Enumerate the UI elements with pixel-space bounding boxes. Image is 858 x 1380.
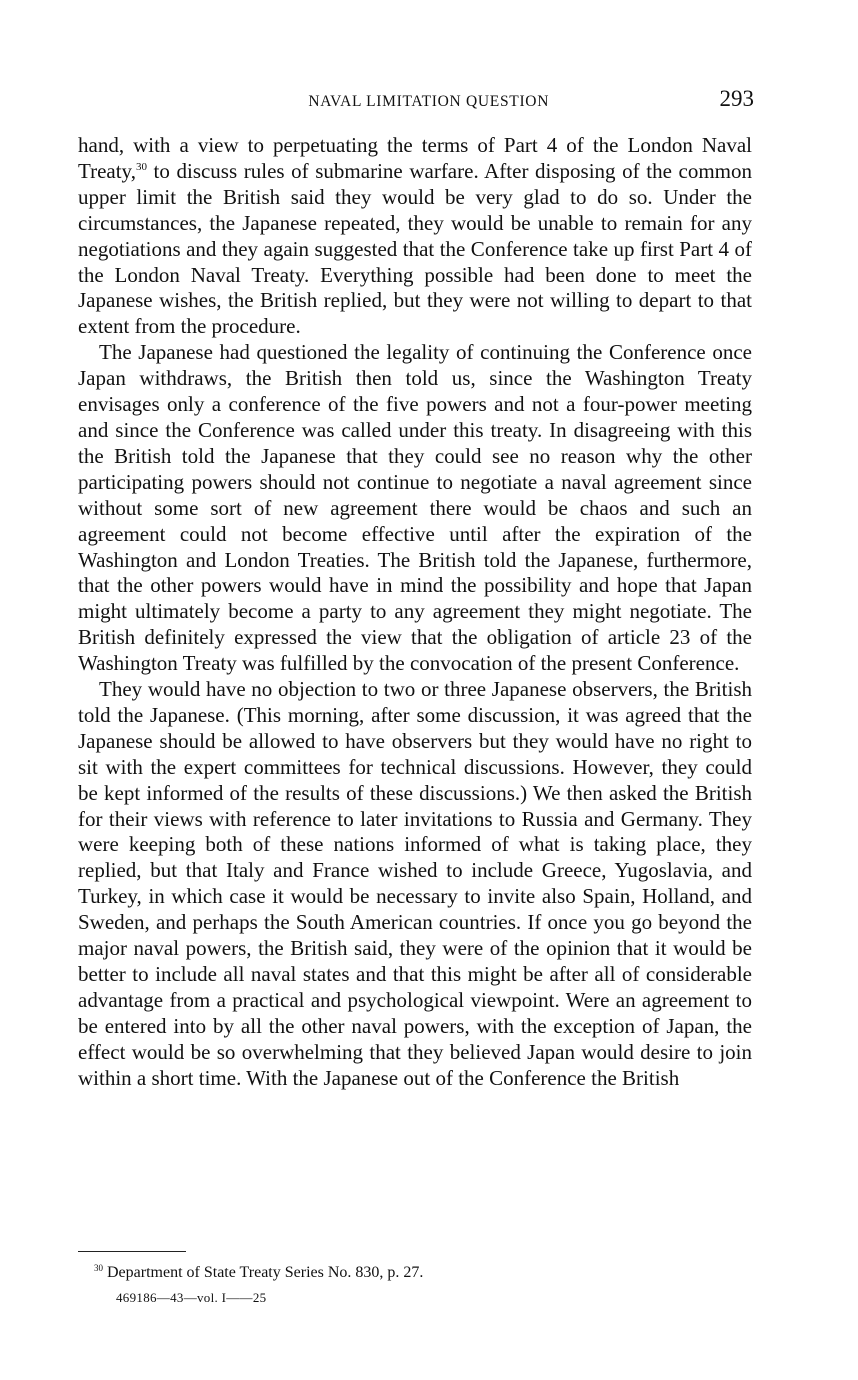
paragraph-3: They would have no objection to two or three Japanese observers, the British told the Japanese. (This morning, after some discussion, it was agreed that the Japanese should be allowed to have observers but they would have no right to sit with the expert committees for technical discussions. However, they could be kept informed of the results of these discussions.) We then asked the British for their views with reference to later invitations to Russia and Germany. They were keeping both of these nations informed of what is taking place, they replied, but that Italy and France wished to include Greece, Yugoslavia, and Turkey, in which case it would be necessary to invite also Spain, Holland, and Sweden, and perhaps the South American countries. If once you go beyond the major naval powers, the British said, they were of the opinion that it would be better to include all naval states and that this might be after all of considerable advantage from a practical and psychological viewpoint. Were an agreement to be entered into by all the other naval powers, with the exception of Japan, the effect would be so overwhelming that they believed Japan would desire to join within a short time. With the Japanese out of the Conference the British <box>78 677 752 1090</box>
footnote-text: Department of State Treaty Series No. 830, p. 27. <box>107 1264 424 1281</box>
paragraph-1-part-a: hand, with a view to perpetuating the terms of Part 4 of the London Naval Treaty, <box>78 133 752 183</box>
footnote-reference: 30 <box>135 160 147 173</box>
page-header <box>78 86 754 112</box>
paragraph-1-part-b: to discuss rules of submarine warfare. After disposing of the common upper limit the British said they would be very glad to do so. Under the circumstances, the Japanese repeated, they would be unable to remain for any negotiations and they again suggested that the Conference take up first Part 4 of the London Naval Treaty. Everything possible had been done to meet the Japanese wishes, the British replied, but they were not willing to depart to that extent from the procedure. <box>78 158 752 339</box>
footnote-marker: 30 <box>94 1263 103 1273</box>
page-number: 293 <box>719 86 754 111</box>
paragraph-2: The Japanese had questioned the legality of continuing the Conference once Japan withdraws, the British then told us, since the Washington Treaty envisages only a conference of the five powers and not a four-power meeting and since the Conference was called under this treaty. In disagreeing with this the British told the Japanese that they could see no reason why the other participating powers should not continue to negotiate a naval agreement since without some sort of new agreement there would be chaos and such an agreement could not become effective until after the expiration of the Washington and London Treaties. The British told the Japanese, furthermore, that the other powers would have in mind the possibility and hope that Japan might ultimately become a party to any agreement they might negotiate. The British definitely expressed the view that the obligation of article 23 of the Washington Treaty was fulfilled by the convocation of the present Conference. <box>78 340 752 676</box>
body-text <box>78 133 752 1092</box>
footnote-divider <box>78 1251 186 1252</box>
running-title: NAVAL LIMITATION QUESTION <box>308 93 550 110</box>
paragraph-1 <box>78 133 752 340</box>
footnote <box>94 1264 423 1282</box>
printer-imprint: 469186—43—vol. I——25 <box>116 1290 267 1305</box>
